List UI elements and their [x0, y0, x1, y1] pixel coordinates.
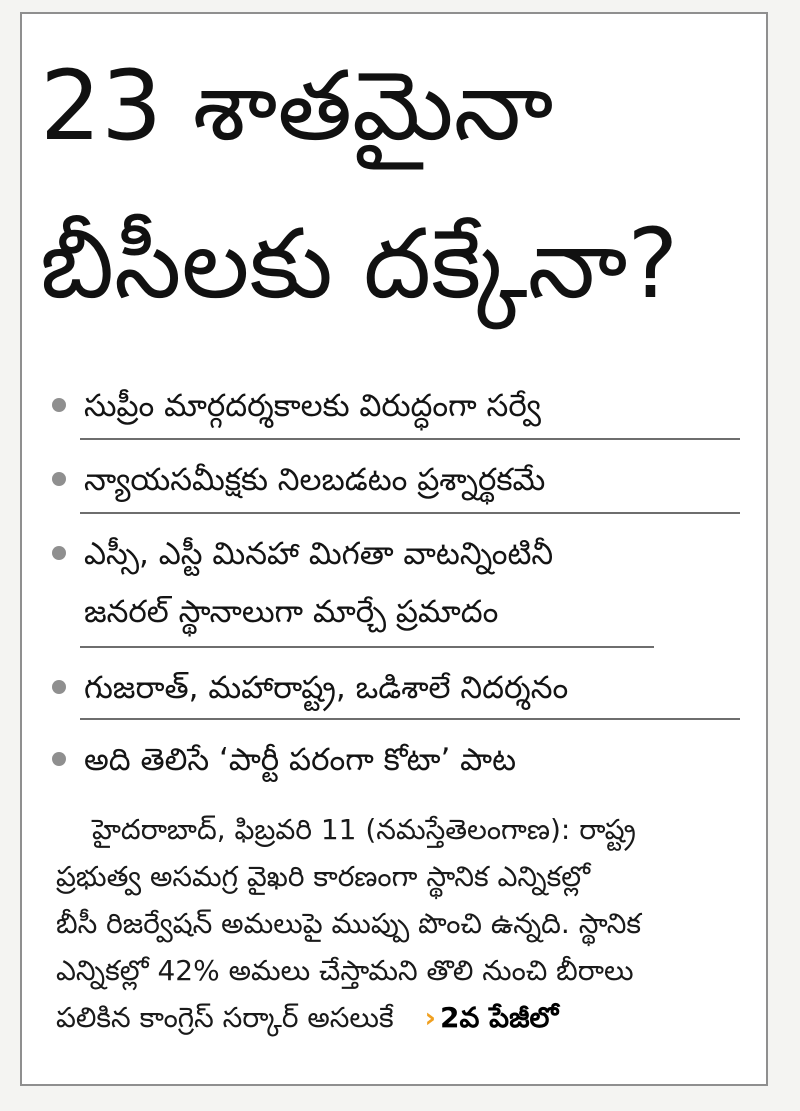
headline-line-2: బీసీలకు దక్కేనా? [40, 208, 679, 320]
article-body [56, 806, 746, 1041]
bullet-text-continuation: జనరల్ స్థానాలుగా మార్చే ప్రమాదం [84, 594, 499, 630]
bullet-dot-icon [52, 680, 66, 694]
bullet-dot-icon [52, 398, 66, 412]
bullet-item [52, 666, 568, 710]
bullet-text: ఎస్సీ, ఎస్టీ మినహా మిగతా వాటన్నింటినీ [84, 536, 554, 572]
article-line: పలికిన కాంగ్రెస్ సర్కార్ అసలుకే [56, 1001, 394, 1034]
news-clipping [20, 12, 768, 1086]
chevron-right-icon: › [424, 1001, 437, 1034]
article-line: బీసీ రిజర్వేషన్ అమలుపై ముప్పు పొంచి ఉన్నది. స్థానిక [56, 907, 642, 940]
bullet-text: న్యాయసమీక్షకు నిలబడటం ప్రశ్నార్థకమే [84, 462, 546, 498]
bullet-dot-icon [52, 472, 66, 486]
continued-on-page [425, 1001, 559, 1034]
article-last-line [56, 994, 746, 1041]
article-line: హైదరాబాద్, ఫిబ్రవరి 11 (నమస్తేతెలంగాణ): రాష్ట్ర [92, 813, 636, 846]
bullet-item [52, 458, 545, 502]
divider [80, 438, 740, 440]
bullet-text: అది తెలిసే ‘పార్టీ పరంగా కోటా’ పాట [84, 742, 517, 778]
divider [80, 646, 654, 648]
bullet-dot-icon [52, 752, 66, 766]
article-line: ప్రభుత్వ అసమగ్ర వైఖరి కారణంగా స్థానిక ఎన్నికల్లో [56, 860, 591, 893]
bullet-item [52, 384, 541, 428]
continued-label: 2వ పేజీలో [440, 1001, 559, 1034]
bullet-item [52, 532, 553, 634]
bullet-item [52, 738, 516, 782]
bullet-dot-icon [52, 546, 66, 560]
bullet-text: సుప్రీం మార్గదర్శకాలకు విరుద్ధంగా సర్వే [84, 388, 541, 424]
divider [80, 512, 740, 514]
headline-line-1: 23 శాతమైనా [40, 50, 554, 162]
bullet-text: గుజరాత్, మహారాష్ట్ర, ఒడిశాలే నిదర్శనం [84, 670, 569, 706]
divider [80, 718, 740, 720]
article-line: ఎన్నికల్లో 42% అమలు చేస్తామని తొలి నుంచి బీరాలు [56, 954, 634, 987]
